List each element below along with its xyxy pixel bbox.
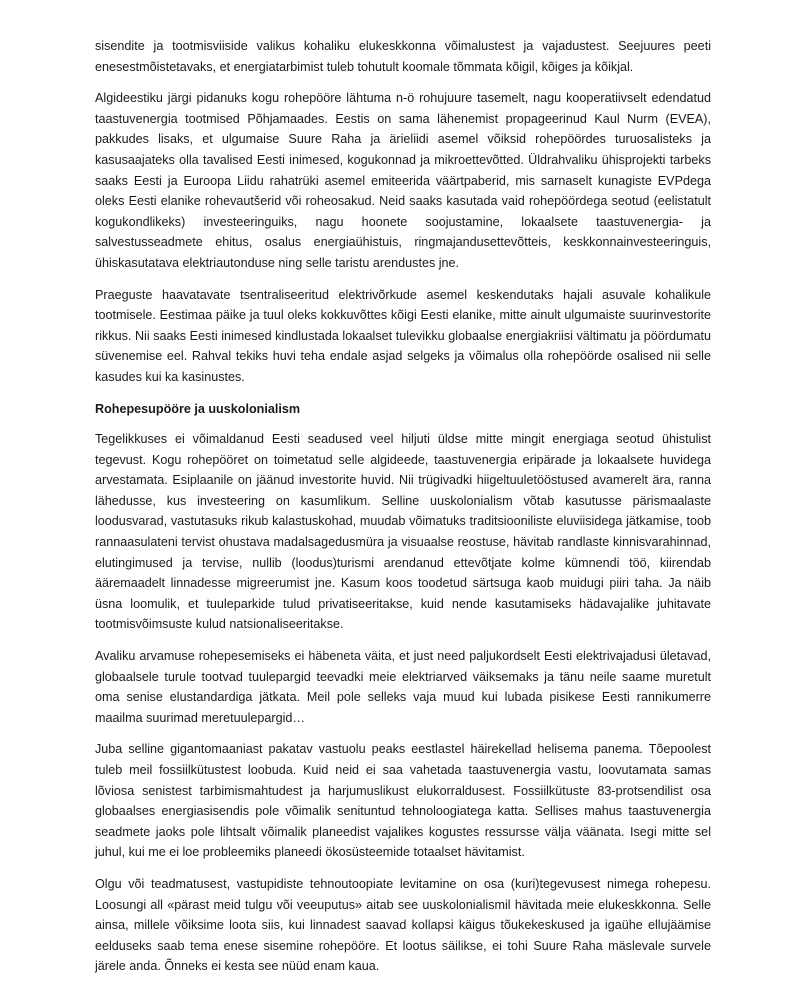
document-page <box>95 36 711 988</box>
paragraph-7: Olgu või teadmatusest, vastupidiste tehnoutoopiate levitamine on osa (kuri)tegevusest nimega rohepesu. Loosungi all «pärast meid tulgu või veeuputus» aitab see uuskolonialismil hävitada meie elukeskkonna. Selle ainsa, millele võiksime loota siis, kui linnadest saavad kollapsi käigus tõukekeskused ja igaühe ellujäämise eelduseks saab tema enese sisemine rohepööre. Et lootus säilikse, ei tohi Suure Raha mäslevale survele järele anda. Õnneks ei kesta see nüüd enam kaua. <box>95 876 711 974</box>
section-heading: Rohepesupööre ja uuskolonialism <box>95 401 301 416</box>
paragraph-2: Algideestiku järgi pidanuks kogu rohepööre lähtuma n-ö rohujuure tasemelt, nagu kooperatiivselt edendatud taastuvenergia tootmised Põhjamaades. Eestis on sama lähenemist propageerinud Kaul Nurm (EVEA), pakkudes lisaks, et ulgumaise Suure Raha ja ärieliidi asemel võiksid rohepöördes turuosalisteks ja kasusaajateks olla tavalised Eesti inimesed, kogukonnad ja mikroettevõtted. Üldrahvaliku ühisprojekti tarbeks saaks Eesti ja Euroopa Liidu rahatrüki asemel emiteerida väärtpaberid, mis sarnaselt kunagiste EVPdega oleks Eesti elanike rohevautšerid või roheosakud. Neid saaks kasutada vaid rohepöördega seotud (eelistatult kogukondlikeks) investeeringuiks, nagu hoonete soojustamine, lokaalsete taastuvenergia- ja salvestusseadmete ehitus, osalus energiaühistuis, ringmajandusettevõtteis, keskkonnainvesteeringuis, ühiskasutatava elektriautonduse ning selle taristu arendustes jne. <box>95 91 711 270</box>
paragraph-6: Juba selline gigantomaaniast pakatav vastuolu peaks eestlastel häirekellad helisema panema. Tõepoolest tuleb meil fossiilkütustest loobuda. Kuid neid ei saa vahetada taastuvenergia vastu, loovutamata samas lõviosa senistest tarbimismahtudest ja harjumuslikust elukorraldusest. Fossiilkütuste 83-protsendilist osa globaalses energiasisendis pole võimalik senituntud tehnoloogiatega katta. Sellises mahus taastuvenergia seadmete jaoks pole lihtsalt võimalik planeedist vajalikes kogustes ressursse välja väänata. Isegi mitte sel juhul, kui me ei loe probleemiks planeedi ökosüsteemide totaalset hävitamist. <box>95 742 711 860</box>
paragraph-3: Praeguste haavatavate tsentraliseeritud elektrivõrkude asemel keskendutaks hajali asuvale kohalikule tootmisele. Eestimaa päike ja tuul oleks kokkuvõttes kõigi Eesti elanike, mitte ainult ulgumaiste suurinvestorite rikkus. Nii saaks Eesti inimesed kindlustada lokaalset tulevikku globaalse energiakriisi vältimatu ja pöördumatu süvenemise eel. Rahval tekiks huvi teha endale asjad selgeks ja võimalus olla rohepöörde osalised nii selle kasudes kui ka kasinustes. <box>95 287 711 384</box>
paragraph-4: Tegelikkuses ei võimaldanud Eesti seadused veel hiljuti üldse mitte mingit energiaga seotud ühistulist tegevust. Kogu rohepööret on toimetatud selle algideede, taastuvenergia eripärade ja lokaalsete huvidega arvestamata. Esiplaanile on jäänud investorite huvid. Nii trügivadki hiigeltuuletööstused avamerelt ära, ranna lähedusse, kus investeering on kasumlikum. Selline uuskolonialism võtab kasutusse pärismaalaste loodusvarad, vastutasuks rikub kalastuskohad, muudab võimatuks traditsiooniliste eluviisidega jätkamise, toob rannaasulateni tervist ohustava madalsagedusmüra ja visuaalse reostuse, hävitab randlaste kinnisvarahinnad, elutingimused ja tervise, nullib (loodus)turismi arendanud ettevõtjate kolme kümnendi töö, kiirendab ääremaadelt linnadesse migreerumist jne. Kasum koos toodetud särtsuga kaob muidugi piiri taha. Ja näib üsna loomulik, et tuuleparkide tulud privatiseeritakse, kuid nende kasutamiseks hädavajalike juhitavate tootmisvõimsuste kulud natsionaliseeritakse. <box>95 432 711 632</box>
paragraph-5: Avaliku arvamuse rohepesemiseks ei häbeneta väita, et just need paljukordselt Eesti elektrivajadusi ületavad, globaalsele turule tootvad tuulepargid teevadki meie elektriarved väiksemaks ja tänu neile saame muretult oma senise elustandardiga jätkata. Meil pole selleks vaja muud kui lubada pisikese Eesti rannikumerre maailma suurimad meretuulepargid… <box>95 649 711 725</box>
paragraph-1: sisendite ja tootmisviiside valikus kohaliku elukeskkonna võimalustest ja vajadustest. Seejuures peeti enesestmõistetavaks, et energiatarbimist tuleb tohutult koomale tõmmata kõigil, kõiges ja kõikjal. <box>95 39 711 74</box>
